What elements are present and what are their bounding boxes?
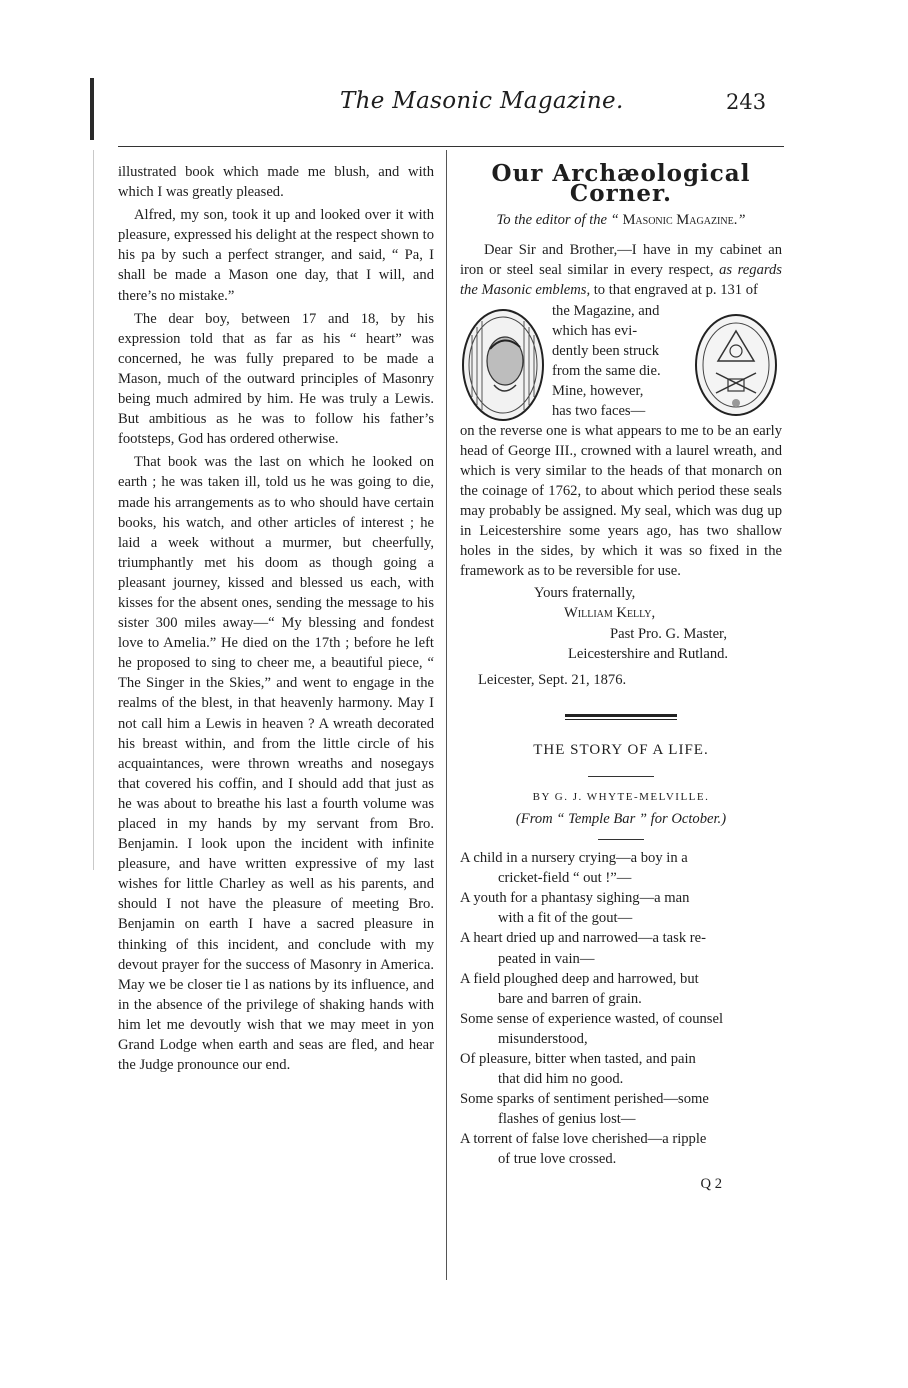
poem-line: bare and barren of grain. (498, 990, 642, 1007)
poem-line: of true love crossed. (498, 1151, 617, 1168)
right-column (460, 162, 782, 1194)
short-rule (588, 776, 654, 777)
letter-intro-a: Dear Sir and Brother,—I have in my cabinet an iron or steel seal similar in every respect, (460, 242, 782, 279)
letter-intro-emphasis: as regards the Masonic emblems, (460, 262, 782, 299)
poem (460, 848, 782, 1170)
seal-wrap-text (552, 301, 690, 422)
poem-line: Some sense of experience wasted, of counsel (460, 1010, 724, 1027)
text-line: dently been struck (552, 342, 659, 359)
column-divider (446, 150, 447, 1280)
signatory-title: Past Pro. G. Master, (610, 625, 727, 642)
letter-address (460, 210, 782, 230)
signatory-province: Leicestershire and Rutland. (568, 645, 729, 662)
dateline: Leicester, Sept. 21, 1876. (478, 671, 627, 688)
running-title: The Masonic Magazine. (340, 88, 624, 114)
letter-intro (460, 240, 782, 300)
signatory-name: William Kelly, (564, 605, 656, 622)
closing: Yours fraternally, (534, 585, 636, 602)
poem-line: A child in a nursery crying—a boy in a (460, 850, 688, 867)
binding-edge (93, 150, 94, 870)
section-divider (565, 714, 677, 720)
poem-line: misunderstood, (498, 1030, 588, 1047)
binding-mark (90, 78, 94, 140)
signature-mark: Q 2 (700, 1175, 722, 1192)
address-journal: Masonic Magazine. (622, 212, 738, 229)
poem-line: Of pleasure, bitter when tasted, and pain (460, 1051, 696, 1067)
story-title: THE STORY OF A LIFE. (533, 741, 709, 758)
poem-line: A field ploughed deep and harrowed, but (460, 970, 699, 987)
text-line: from the same die. (552, 362, 661, 379)
seal-emblems-illustration (692, 311, 780, 419)
text-line: has two faces— (552, 403, 646, 420)
poem-line: Some sparks of sentiment perished—some (460, 1091, 709, 1108)
letter (460, 240, 782, 581)
left-column (118, 162, 434, 1075)
paragraph: That book was the last on which he looked on earth ; he was taken ill, told us he was going to die, made his arrangements as to who should have certain books, his watch, and other articles of interest ; he laid a week without a murmer, but cheerfully, triumphantly met his doom as though going a pleasant journey, kissed and blessed us each, with kisses for the absent ones, sending the message to his sister 300 miles away—“ My blessing and fondest love to Amelia.” He died on the 17th ; before he left he proposed to sing to cheer me, a beautiful piece, “ The Singer in the Skies,” and went to engage in the realms of the blest, in that heavenly harmony. May I not call him a Lewis in heaven ? A wreath decorated his breast within, and from the little circle of his acquaintances, were thrown wreaths and nosegays that covered his coffin, and I should add that just as he was about to breathe his last a fourth volume was placed in my hands by my servant from Bro. Benjamin. I look upon the incident with infinite pleasure, and have written expressive of my last wishes for little Charley as well as his parents, and should I not have the pleasure of meeting Bro. Benjamin on earth I have a sacred pleasure in thinking of this incident, and conclude with my devout prayer for the success of Masonry in America. May we be closer tie l as nations by its influence, and in the absence of the privilege of shaking hands with him let me devoutly wish that we may meet in yon Grand Lodge when earth and seas are fled, and hear the Judge pronounce our end. (118, 454, 434, 1074)
poem-line: A torrent of false love cherished—a ripple (460, 1131, 707, 1148)
poem-line: A heart dried up and narrowed—a task re- (460, 930, 706, 947)
paragraph: The dear boy, between 17 and 18, by his expression told that as far as his “ heart” was concerned, he was fully prepared to be made a Mason, much of the outward principles of Masonry being much admired by him. He was truly a Lewis. But ambitious as he was to follow his father’s footsteps, God has ordered otherwise. (118, 310, 434, 448)
poem-line: that did him no good. (498, 1071, 624, 1088)
page-number: 243 (726, 90, 767, 114)
text-line: Mine, however, (552, 382, 644, 399)
header-rule (118, 146, 784, 147)
letter-body: on the reverse one is what appears to me to be an early head of George III., crowned with a laurel wreath, and which is very similar to the heads of that monarch on the coinage of 1762, to about which period these seals may probably be assigned. My seal, which was dug up in Leicestershire some years ago, has two shallow holes in the sides, by which it was so fixed in the framework as to be reversible for use. (460, 422, 782, 580)
seal-illustration-block (460, 301, 782, 421)
poem-line: cricket-field “ out !”— (498, 870, 632, 887)
address-prefix: To the editor of the “ (496, 212, 623, 229)
poem-line: A youth for a phantasy sighing—a man (460, 890, 690, 907)
text-line: which has evi- (552, 322, 638, 339)
short-rule (598, 839, 644, 840)
text-line: the Magazine, and (552, 302, 660, 319)
letter-signoff (460, 583, 782, 689)
story-source: (From “ Temple Bar ” for October.) (515, 810, 727, 827)
story-byline: BY G. J. WHYTE-MELVILLE. (532, 790, 710, 803)
paragraph: illustrated book which made me blush, and with which I was greatly pleased. (118, 164, 434, 201)
letter-intro-b: to that engraved at p. 131 of (590, 282, 758, 299)
address-suffix: ” (737, 212, 746, 229)
section-title: Our Archæological Corner. (491, 160, 751, 208)
poem-line: peated in vain— (498, 950, 595, 967)
poem-line: flashes of genius lost— (498, 1111, 636, 1128)
paragraph: Alfred, my son, took it up and looked over it with pleasure, expressed his delight at the respect shown to his pa by such a perfect stranger, and said, “ Pa, I shall be made a Mason one day, that I will, and there’s no mistake.” (118, 207, 434, 304)
seal-head-illustration (460, 305, 546, 423)
poem-line: with a fit of the gout— (498, 910, 633, 927)
